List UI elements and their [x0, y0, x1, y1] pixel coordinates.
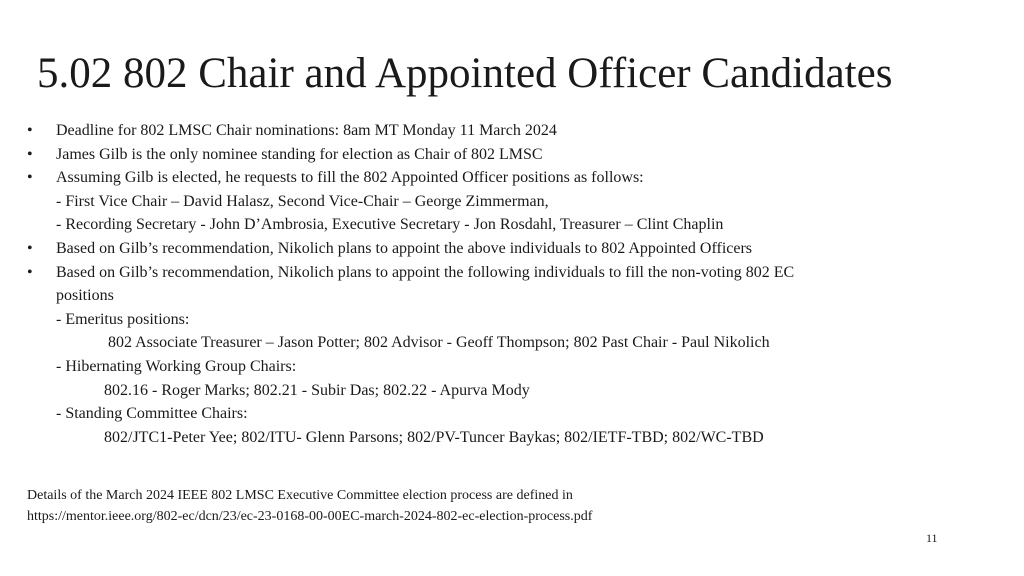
bullet-item-non-voting: [0, 261, 1000, 450]
emeritus-list: 802 Associate Treasurer – Jason Potter; 802 Advisor - Geoff Thompson; 802 Past Chair - Paul Nikolich: [108, 334, 770, 352]
hibernating-list: 802.16 - Roger Marks; 802.21 - Subir Das; 802.22 - Apurva Mody: [104, 381, 530, 399]
bullet-text: Based on Gilb’s recommendation, Nikolich plans to appoint the following individuals to fill the non-voting 802 EC: [56, 263, 795, 281]
bullet-text-continued: positions: [56, 287, 114, 305]
bullet-dot: •: [27, 263, 33, 281]
footer-line: Details of the March 2024 IEEE 802 LMSC Executive Committee election process are defined in: [27, 488, 573, 503]
emeritus-heading: - Emeritus positions:: [56, 310, 190, 328]
bullet-item-nominee: [0, 143, 1000, 167]
slide-title: 5.02 802 Chair and Appointed Officer Candidates: [37, 50, 893, 97]
bullet-dot: •: [27, 169, 33, 187]
hibernating-heading: - Hibernating Working Group Chairs:: [56, 357, 297, 375]
footer-link[interactable]: https://mentor.ieee.org/802-ec/dcn/23/ec-23-0168-00-00EC-march-2024-802-ec-election-process.pdf: [27, 509, 593, 524]
bullet-item-appoint-above: [0, 237, 1000, 261]
bullet-dot: •: [27, 122, 33, 139]
standing-heading: - Standing Committee Chairs:: [56, 405, 248, 423]
bullet-dot: •: [27, 145, 33, 163]
bullet-text: Based on Gilb’s recommendation, Nikolich plans to appoint the above individuals to 802 Appointed Officers: [56, 239, 753, 257]
page-number: 11: [926, 531, 938, 545]
sub-line-secretaries: - Recording Secretary - John D’Ambrosia, Executive Secretary - Jon Rosdahl, Treasurer – Clint Chaplin: [56, 216, 724, 234]
bullet-text: James Gilb is the only nominee standing for election as Chair of 802 LMSC: [56, 145, 543, 163]
standing-list: 802/JTC1-Peter Yee; 802/ITU- Glenn Parsons; 802/PV-Tuncer Baykas; 802/IETF-TBD; 802/WC-TBD: [104, 428, 764, 446]
bullet-text: Deadline for 802 LMSC Chair nominations: 8am MT Monday 11 March 2024: [56, 122, 557, 139]
bullet-list: [0, 119, 1000, 449]
bullet-item-appointed-officers: [0, 166, 1000, 237]
bullet-item-deadline: [0, 119, 1000, 143]
footer-note: [27, 485, 592, 527]
bullet-dot: •: [27, 239, 33, 257]
sub-line-vice-chairs: - First Vice Chair – David Halasz, Second Vice-Chair – George Zimmerman,: [56, 192, 549, 210]
bullet-text: Assuming Gilb is elected, he requests to fill the 802 Appointed Officer positions as follows:: [56, 169, 644, 187]
